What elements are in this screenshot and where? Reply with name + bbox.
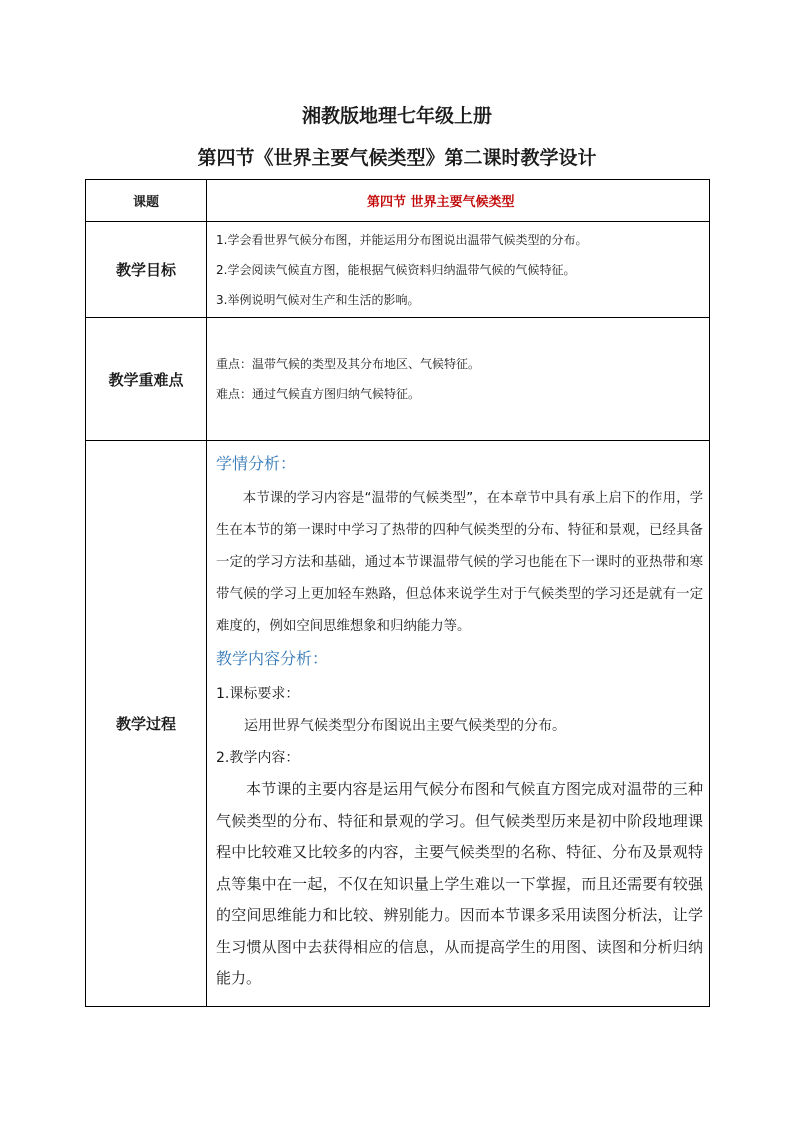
- content-label: 2.教学内容：: [216, 750, 300, 766]
- document-subtitle: 第四节《世界主要气候类型》第二课时教学设计: [197, 147, 597, 169]
- goals-cell: [207, 222, 710, 318]
- topic-label: 课题: [86, 180, 207, 222]
- table-row-key-points: [86, 318, 710, 441]
- table-row-process: [86, 441, 710, 1007]
- difficult-point: 难点：通过气候直方图归纳气候特征。: [216, 387, 421, 401]
- content-analysis-heading: 教学内容分析：: [216, 649, 329, 668]
- goal-item: 3.举例说明气候对生产和生活的影响。: [216, 292, 420, 307]
- student-analysis-heading: 学情分析：: [216, 454, 297, 473]
- table-row-goals: [86, 222, 710, 318]
- key-points-label: 教学重难点: [86, 318, 207, 441]
- document-title: 湘教版地理七年级上册: [301, 105, 492, 127]
- standard-label: 1.课标要求：: [216, 686, 300, 702]
- standard-text: 运用世界气候类型分布图说出主要气候类型的分布。: [244, 718, 566, 734]
- important-point: 重点：温带气候的类型及其分布地区、气候特征。: [216, 357, 481, 371]
- goals-label: 教学目标: [86, 222, 207, 318]
- process-label: 教学过程: [86, 441, 207, 1007]
- process-cell: [207, 441, 710, 1007]
- content-text: 本节课的主要内容是运用气候分布图和气候直方图完成对温带的三种气候类型的分布、特征和景观的学习。但气候类型历来是初中阶段地理课程中比较难又比较多的内容，主要气候类型的名称、特征、分布及景观特点等集中在一起，不仅在知识量上学生难以一下掌握，而且还需要有较强的空间思维能力和比较、辨别能力。因而本节课多采用读图分析法，让学生习惯从图中去获得相应的信息，从而提高学生的用图、读图和分析归纳能力。: [216, 780, 703, 987]
- goal-item: 2.学会阅读气候直方图，能根据气候资料归纳温带气候的气候特征。: [216, 262, 576, 277]
- goal-item: 1.学会看世界气候分布图，并能运用分布图说出温带气候类型的分布。: [216, 232, 588, 247]
- lesson-plan-table: [85, 179, 710, 1007]
- table-row-topic: [86, 180, 710, 222]
- student-analysis-text: 本节课的学习内容是“温带的气候类型”，在本章节中具有承上启下的作用，学生在本节的第一课时中学习了热带的四种气候类型的分布、特征和景观，已经具备一定的学习方法和基础，通过本节课温带气候的学习也能在下一课时的亚热带和寒带气候的学习上更加轻车熟路，但总体来说学生对于气候类型的学习还是就有一定难度的，例如空间思维想象和归纳能力等。: [216, 491, 703, 634]
- key-points-cell: [207, 318, 710, 441]
- topic-value: 第四节 世界主要气候类型: [207, 180, 710, 222]
